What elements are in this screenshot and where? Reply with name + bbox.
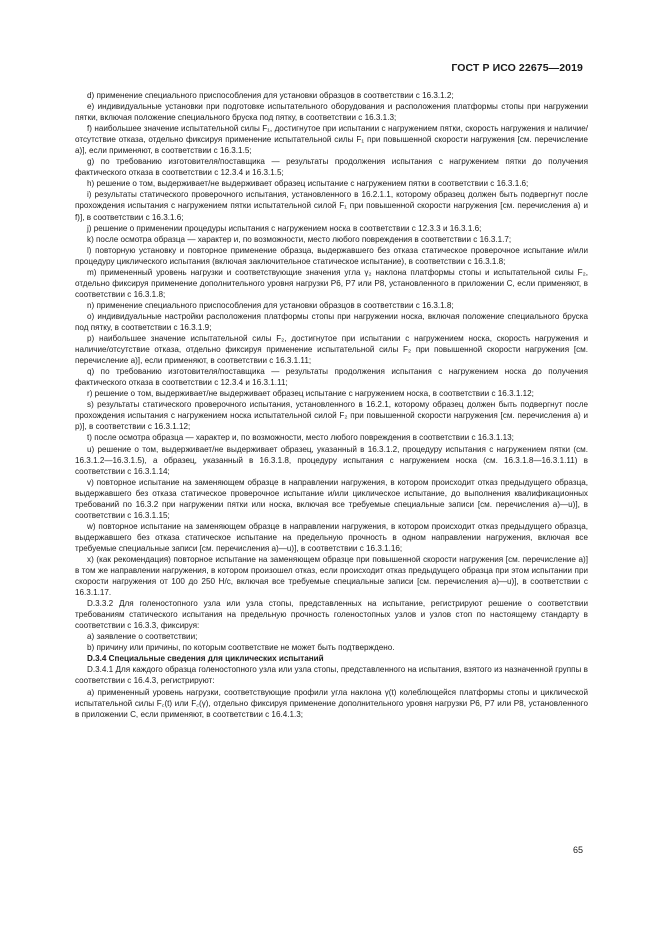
paragraph: r) решение о том, выдерживает/не выдерживает образец испытание с нагружением носка, в соответствии с 16.3.1.12; — [87, 389, 534, 399]
page-body — [75, 90, 588, 720]
paragraph: j) решение о применении процедуры испытания с нагружением носка в соответствии с 12.3.3 и 16.3.1.6; — [87, 223, 482, 233]
section-heading: D.3.4 Специальные сведения для циклических испытаний — [87, 654, 324, 664]
paragraph: v) повторное испытание на заменяющем образце в направлении нагружения, в котором происходит отказ предыдущего образца, выдержавшего без отказа статическое проверочное испытание и/или циклическое испытание, до выполнения квалификационных требований по 16.3.2 при нагружении пятки или носка, включая все требуемые специальные записи [см. перечисления a)—u)], в соответствии с 16.3.1.15; — [75, 477, 588, 520]
paragraph: q) по требованию изготовителя/поставщика — результаты продолжения испытания с нагружением носка до получения фактического отказа в соответствии с 12.3.4 и 16.3.1.11; — [75, 367, 588, 388]
document-code: ГОСТ Р ИСО 22675—2019 — [451, 62, 583, 74]
paragraph: i) результаты статического проверочного испытания, установленного в 16.2.1.1, которому образец должен быть подвергнут после прохождения испытания с нагружением пятки испытательной силой F₁ при повышенной скорости нагружения [см. перечисления a) и f)], в соответствии с 16.3.1.6; — [75, 190, 588, 222]
paragraph: p) наибольшее значение испытательной силы F₂, достигнутое при испытании с нагружением носка, скорость нагружения и наличие/отсутствие отказа, отдельно фиксируя применение испытательной силы F₂ при повышенной скорости нагружения [см. перечисление a)], если применяют, в соответствии с 16.3.1.11; — [75, 334, 588, 366]
paragraph: x) (как рекомендация) повторное испытание на заменяющем образце при повышенной скорости нагружения [см. перечисление a)] в том же направлении нагружения, в котором произошел отказ, если происходит отказ предыдущего образца при этом испытании при скорости нагружения от 100 до 250 Н/с, включая все требуемые специальные записи [см. перечисления a)—u)], в соответствии с 16.3.1.17. — [75, 554, 588, 598]
paragraph: D.3.4.1 Для каждого образца голеностопного узла или узла стопы, представленного на испытания, взятого из назначенной группы в соответствии с 16.4.3, регистрируют: — [75, 665, 588, 686]
paragraph: m) примененный уровень нагрузки и соответствующие значения угла γ₂ наклона платформы стопы и испытательной силы F₂, отдельно фиксируя применение дополнительного уровня нагрузки P6, P7 или P8, установленного в приложении C, если применяют, в соответствии с 16.3.1.8; — [75, 267, 588, 299]
paragraph: e) индивидуальные установки при подготовке испытательного оборудования и расположения платформы стопы при нагружении пятки, включая положение специального бруска под пятку, в соответствии с 16.3.1.3; — [75, 102, 588, 123]
paragraph: g) по требованию изготовителя/поставщика — результаты продолжения испытания с нагружением пятки до получения фактического отказа в соответствии с 12.3.4 и 16.3.1.5; — [75, 157, 588, 178]
paragraph: t) после осмотра образца — характер и, по возможности, место любого повреждения в соответствии с 16.3.1.13; — [87, 433, 514, 443]
paragraph: k) после осмотра образца — характер и, по возможности, место любого повреждения в соответствии с 16.3.1.7; — [87, 234, 512, 244]
paragraph: b) причину или причины, по которым соответствие не может быть подтверждено. — [87, 643, 395, 653]
paragraph: l) повторную установку и повторное применение образца, выдержавшего без отказа статическое проверочное испытание и/или процедуру циклического испытания (включая заключительное статическое испытание), в соответствии с 16.3.1.8; — [75, 245, 588, 266]
paragraph: h) решение о том, выдерживает/не выдерживает образец испытание с нагружением пятки в соответствии с 16.3.1.6; — [87, 179, 529, 189]
paragraph: a) заявление о соответствии; — [87, 632, 198, 642]
page-number: 65 — [572, 845, 583, 855]
paragraph: u) решение о том, выдерживает/не выдерживает образец, указанный в 16.3.1.2, процедуру испытания с нагружением пятки (см. 16.3.1.2—16.3.1.5), а образец, указанный в 16.3.1.8, процедуру испытания с нагружением носка (см. 16.3.1.8—16.3.1.11) в соответствии с 16.3.1.14; — [75, 444, 588, 476]
paragraph: w) повторное испытание на заменяющем образце в направлении нагружения, в котором происходит отказ предыдущего образца, выдержавшего без отказа статическое испытание на предельную прочность в одном направлении нагружения, включая все требуемые специальные записи [см. перечисления a)—u)], в соответствии с 16.3.1.16; — [75, 521, 588, 553]
paragraph: a) примененный уровень нагрузки, соответствующие профили угла наклона γ(t) колеблющейся платформы стопы и циклической испытательной силы F꜀(t) или F꜀(γ), отдельно фиксируя применение дополнительного уровня нагрузки P6, P7 или P8, установленного в приложении C, если применяют, в соответствии с 16.4.1.3; — [75, 687, 588, 719]
paragraph: D.3.3.2 Для голеностопного узла или узла стопы, представленных на испытание, регистрируют решение о соответствии требованиям статического испытания на предельную прочность голеностопных узлов и узлов стоп по настоящему стандарту в соответствии с 16.3.3, фиксируя: — [75, 599, 588, 631]
paragraph: d) применение специального приспособления для установки образцов в соответствии с 16.3.1.2; — [87, 91, 454, 100]
paragraph: s) результаты статического проверочного испытания, установленного в 16.2.1, которому образец должен быть подвергнут после прохождения испытания с нагружением носка испытательной силой F₂ при повышенной скорости нагружения [см. перечисления a) и p)], в соответствии с 16.3.1.12; — [75, 400, 588, 432]
paragraph: n) применение специального приспособления для установки образцов в соответствии с 16.3.1.8; — [87, 300, 454, 310]
paragraph: f) наибольшее значение испытательной силы F₁, достигнутое при испытании с нагружением пятки, скорость нагружения и наличие/отсутствие отказа, отдельно фиксируя применение испытательной силы F₁ при повышенной скорости нагружения [см. перечисление a)], если применяют, в соответствии с 16.3.1.5; — [75, 124, 588, 156]
paragraph: o) индивидуальные настройки расположения платформы стопы при нагружении носка, включая положение специального бруска под пятку, в соответствии с 16.3.1.9; — [75, 311, 588, 332]
